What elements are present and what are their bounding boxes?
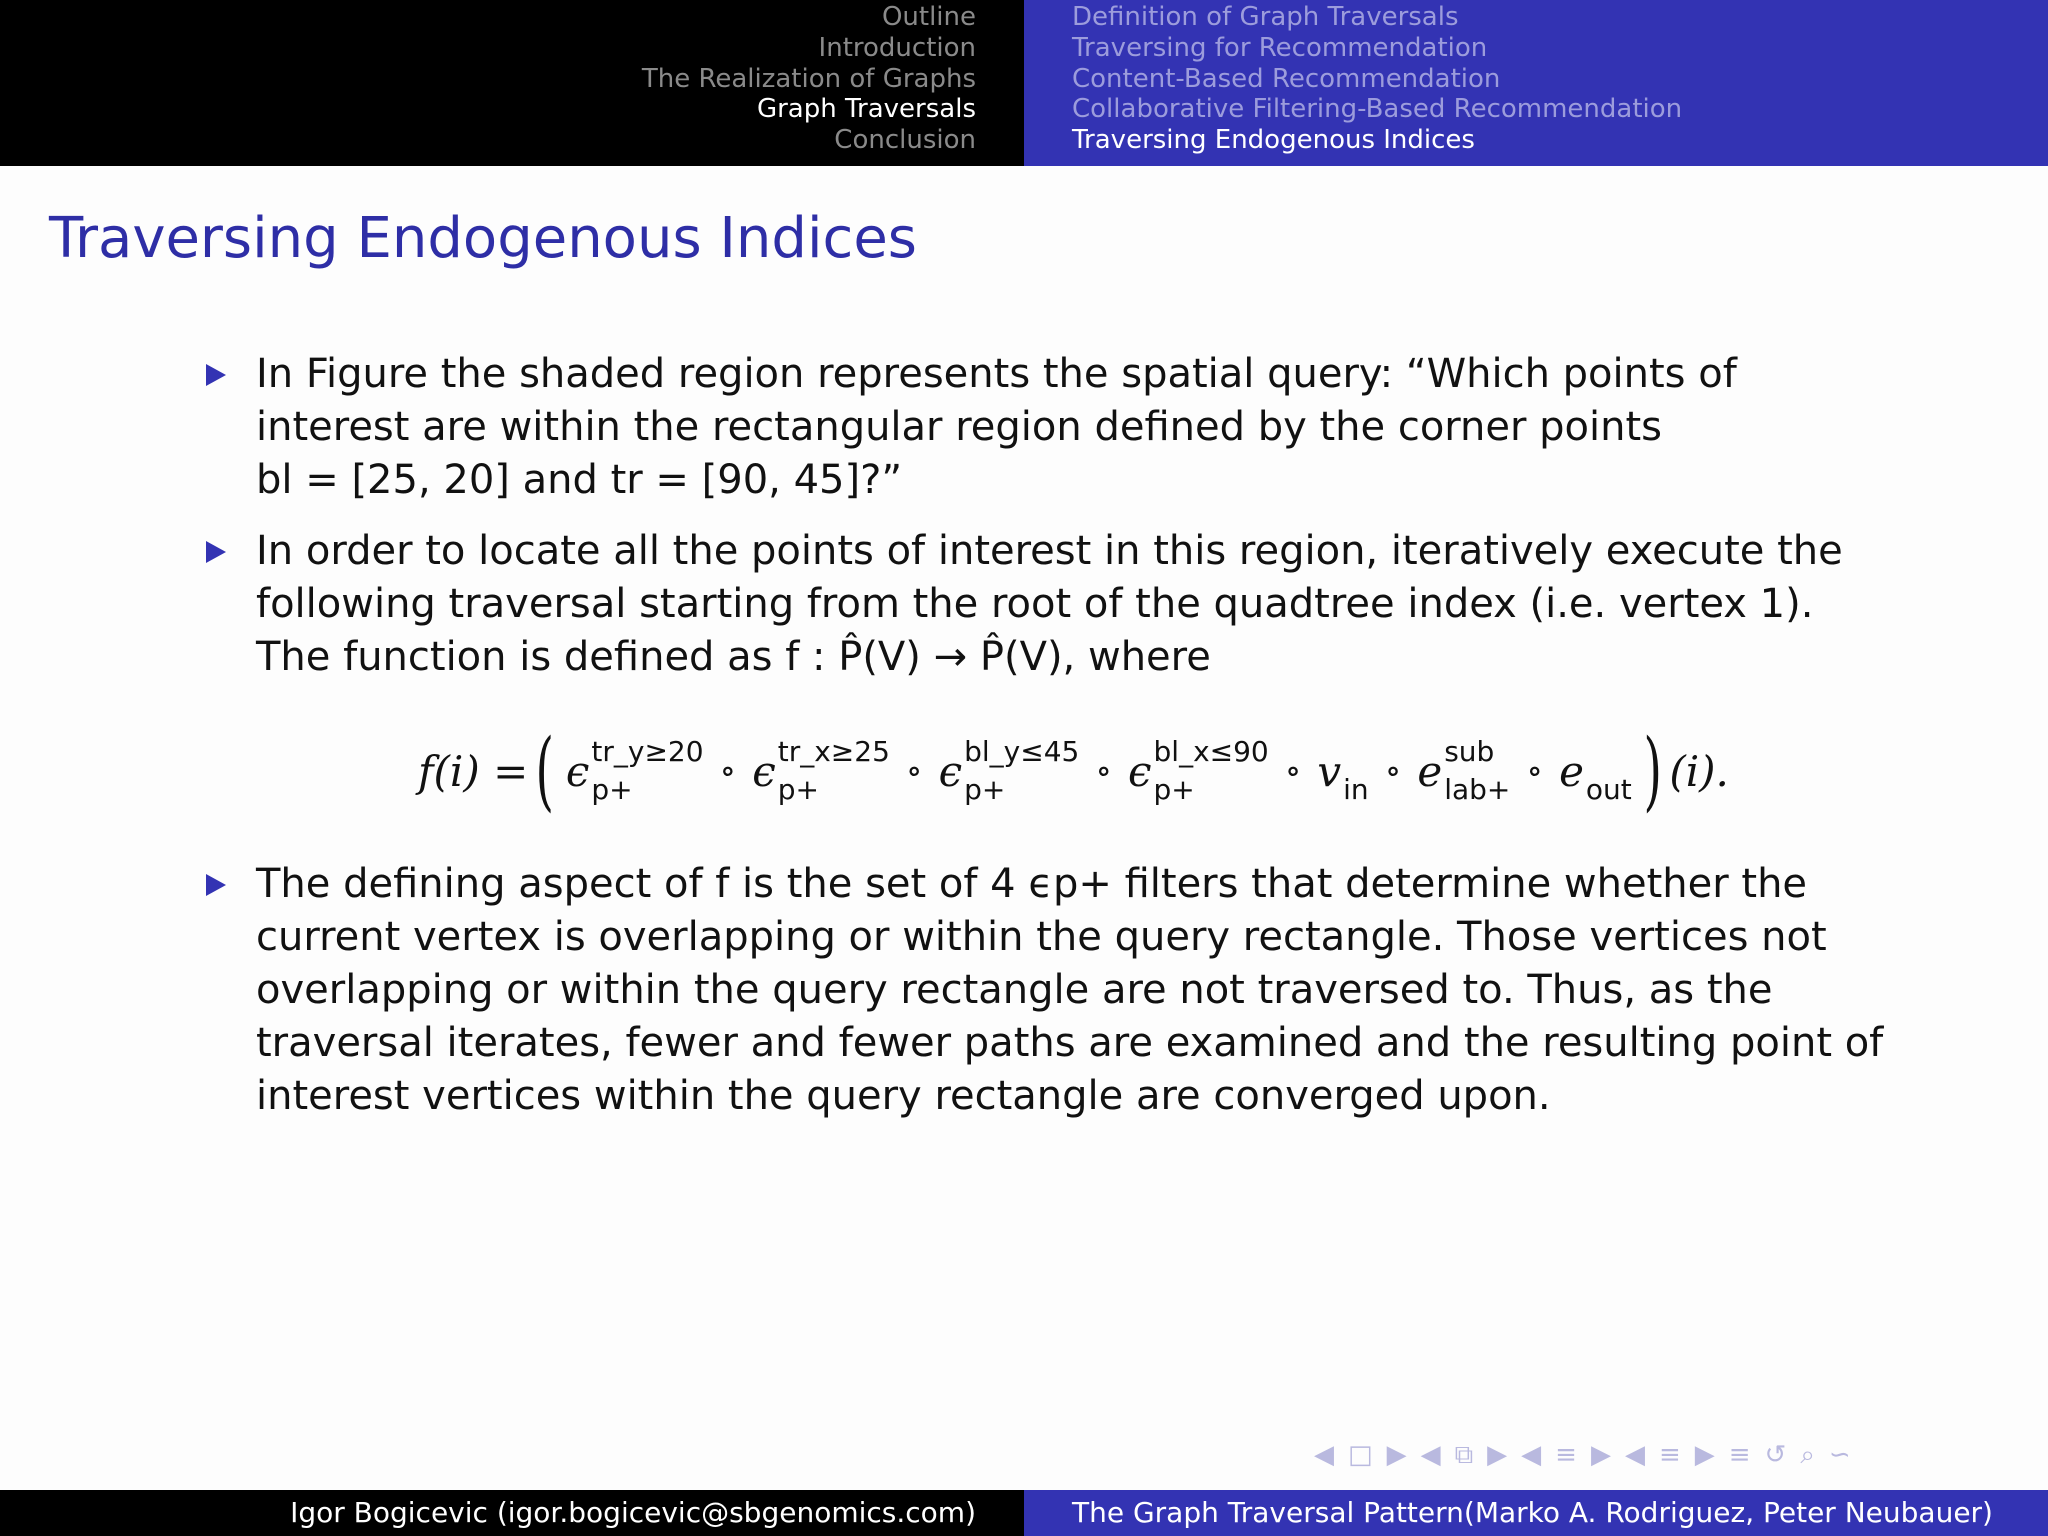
header-bar <box>0 0 2048 166</box>
bullet-line: current vertex is overlapping or within the query rectangle. Those vertices not <box>256 914 1827 960</box>
footer-author-panel <box>0 1490 1024 1536</box>
slide-title: Traversing Endogenous Indices <box>49 206 917 271</box>
term-base: ϵ <box>752 746 776 796</box>
subsection-link[interactable]: Traversing for Recommendation <box>1072 32 1488 63</box>
equation-term <box>938 735 1080 806</box>
compose-operator: ∘ <box>1526 751 1544 791</box>
bullet-line: traversal iterates, fewer and fewer paths are examined and the resulting point of <box>256 1020 1884 1066</box>
term-base: ϵ <box>565 746 590 796</box>
compose-operator: ∘ <box>1095 751 1112 791</box>
term-superscript <box>1586 737 1632 767</box>
term-scripts <box>591 735 704 806</box>
bullet-line: interest are within the rectangular region defined by the corner points <box>256 404 1663 450</box>
nav-symbol-icon[interactable]: ◀ <box>1314 1440 1340 1470</box>
bullet-triangle-icon <box>206 874 226 896</box>
footer-title-panel <box>1024 1490 2048 1536</box>
equation-term <box>1128 735 1269 806</box>
term-base: ϵ <box>1128 746 1152 796</box>
nav-symbol-icon[interactable]: ▶ <box>1386 1440 1413 1470</box>
bullet-line: overlapping or within the query rectangle are not traversed to. Thus, as the <box>256 967 1773 1013</box>
compose-operator: ∘ <box>719 751 737 791</box>
compose-operator: ∘ <box>1384 751 1402 791</box>
nav-symbol-icon[interactable]: ∽ <box>1828 1440 1857 1470</box>
term-scripts <box>1153 735 1269 806</box>
term-base: e <box>1559 746 1584 796</box>
bullet-item-query <box>206 348 1886 507</box>
term-subscript: p+ <box>1153 773 1195 806</box>
term-subscript: p+ <box>777 773 819 806</box>
bullet-line: interest vertices within the query rectangle are converged upon. <box>256 1073 1551 1119</box>
section-navigation <box>0 0 1024 166</box>
bullet-line: The defining aspect of f is the set of 4 ϵp+ filters that determine whether the <box>256 861 1808 907</box>
equation-close-paren: ) <box>1643 721 1662 821</box>
term-subscript: p+ <box>964 773 1006 806</box>
subsection-link[interactable]: Content-Based Recommendation <box>1072 63 1501 94</box>
bullet-item-filters <box>206 858 1886 1123</box>
equation-term <box>565 735 704 806</box>
nav-symbol-icon[interactable]: ▶ <box>1590 1440 1617 1470</box>
bullet-line: In order to locate all the points of interest in this region, iteratively execute the <box>256 528 1843 574</box>
section-link[interactable]: Graph Traversals <box>756 94 976 125</box>
compose-operator: ∘ <box>1284 751 1302 791</box>
term-scripts <box>964 735 1080 806</box>
footer-author: Igor Bogicevic (igor.bogicevic@sbgenomics.com) <box>290 1496 976 1529</box>
bullet-line: The function is defined as f : P̂(V) → P̂(V), where <box>256 634 1211 680</box>
equation-lhs: f(i) = <box>418 746 529 796</box>
term-superscript: bl_y≤45 <box>964 735 1080 768</box>
equation-term <box>1417 735 1511 806</box>
term-superscript: tr_x≥25 <box>777 735 890 768</box>
term-subscript: p+ <box>591 773 633 806</box>
section-link[interactable]: The Realization of Graphs <box>641 63 976 94</box>
bullet-list <box>206 348 1886 702</box>
bullet-item-traversal <box>206 525 1886 684</box>
term-subscript: lab+ <box>1444 773 1511 806</box>
nav-symbol-icon[interactable]: ⌕ <box>1800 1440 1821 1470</box>
term-scripts <box>1444 735 1511 806</box>
nav-symbol-icon[interactable]: ≡ <box>1728 1440 1757 1470</box>
equation-term <box>1317 741 1369 806</box>
section-link[interactable]: Conclusion <box>834 125 976 156</box>
bullet-triangle-icon <box>206 364 226 386</box>
compose-operator: ∘ <box>905 751 923 791</box>
nav-symbol-icon[interactable]: ▶ <box>1487 1440 1514 1470</box>
section-link[interactable]: Introduction <box>818 32 976 63</box>
term-superscript: bl_x≤90 <box>1153 735 1269 768</box>
section-list <box>642 2 976 156</box>
nav-symbol-icon[interactable]: ≡ <box>1658 1440 1687 1470</box>
subsection-navigation <box>1024 0 2048 166</box>
term-scripts <box>777 735 890 806</box>
nav-symbol-icon[interactable]: ◀ <box>1521 1440 1548 1470</box>
equation-term <box>1559 741 1632 806</box>
nav-symbol-icon[interactable]: ◀ <box>1624 1440 1651 1470</box>
equation-rhs: (i). <box>1669 746 1729 796</box>
beamer-navigation-symbols <box>1310 1440 1861 1471</box>
term-scripts <box>1343 741 1369 806</box>
nav-symbol-icon[interactable]: □ <box>1348 1440 1379 1470</box>
term-superscript: sub <box>1444 735 1495 768</box>
nav-symbol-icon[interactable]: ⧉ <box>1454 1440 1480 1470</box>
subsection-list <box>1072 2 1682 156</box>
nav-symbol-icon[interactable]: ≡ <box>1555 1440 1583 1470</box>
nav-symbol-icon[interactable]: ↺ <box>1764 1440 1793 1470</box>
equation-term <box>752 735 890 806</box>
subsection-link[interactable]: Collaborative Filtering-Based Recommendation <box>1072 94 1683 125</box>
footer-bar <box>0 1490 2048 1536</box>
term-subscript: in <box>1343 773 1369 806</box>
term-superscript <box>1343 737 1369 767</box>
term-subscript: out <box>1585 773 1632 806</box>
traversal-equation <box>418 721 1729 821</box>
bullet-line: following traversal starting from the root of the quadtree index (i.e. vertex 1). <box>256 581 1814 627</box>
nav-symbol-icon[interactable]: ▶ <box>1694 1440 1721 1470</box>
bullet-list-continued <box>206 858 1886 1141</box>
section-link[interactable]: Outline <box>881 2 976 32</box>
term-superscript: tr_y≥20 <box>591 735 704 768</box>
term-base: v <box>1317 746 1342 796</box>
term-base: ϵ <box>938 746 963 796</box>
term-scripts <box>1585 741 1632 806</box>
subsection-link[interactable]: Traversing Endogenous Indices <box>1072 125 1475 156</box>
nav-symbol-icon[interactable]: ◀ <box>1420 1440 1447 1470</box>
footer-talk-title: The Graph Traversal Pattern(Marko A. Rodriguez, Peter Neubauer) <box>1072 1496 1993 1529</box>
equation-open-paren: ( <box>535 721 555 821</box>
bullet-line: bl = [25, 20] and tr = [90, 45]?” <box>256 457 903 503</box>
subsection-link[interactable]: Definition of Graph Traversals <box>1072 2 1459 32</box>
term-base: e <box>1417 746 1443 796</box>
bullet-triangle-icon <box>206 541 226 563</box>
equation-terms <box>562 735 1636 806</box>
bullet-line: In Figure the shaded region represents the spatial query: “Which points of <box>256 351 1737 397</box>
